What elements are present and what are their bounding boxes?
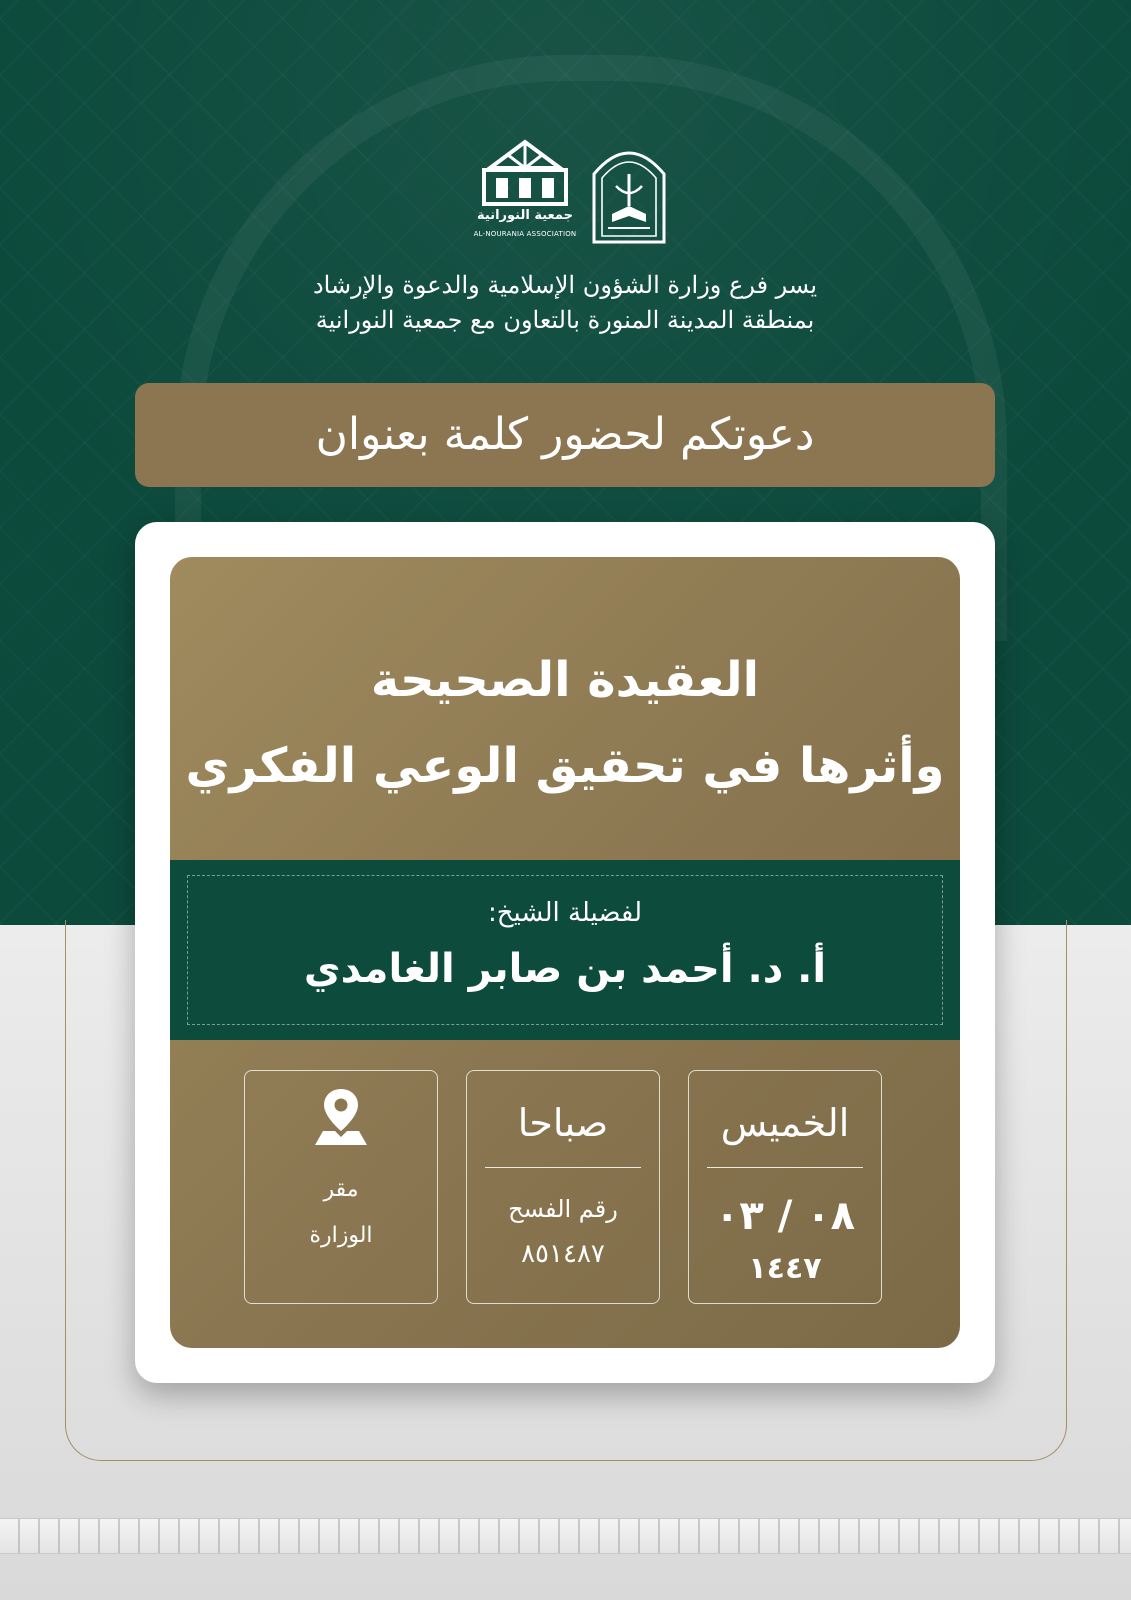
speaker-name: أ. د. أحمد بن صابر الغامدي [303,946,827,992]
day-box [688,1070,882,1304]
time-box [466,1070,660,1304]
lecture-title [170,637,960,809]
invitation-banner: دعوتكم لحضور كلمة بعنوان [135,383,995,487]
location-pin-icon [311,1085,371,1147]
intro-line-2: بمنطقة المدينة المنورة بالتعاون مع جمعية النورانية [315,306,815,334]
lecture-card [135,522,995,1383]
nourania-logo [470,138,580,246]
day-name: الخميس [720,1101,850,1145]
intro-line-1: يسر فرع وزارة الشؤون الإسلامية والدعوة والإرشاد [312,271,817,299]
logos [470,138,670,246]
intro-text [200,268,930,338]
hijri-year: ١٤٤٧ [748,1251,822,1286]
mosque-logo-icon [470,138,580,208]
mosque-number: ٨٥١٤٨٧ [521,1239,605,1269]
time-divider [485,1167,641,1168]
lecture-panel [170,557,960,1348]
place-line-2: الوزارة [309,1223,373,1248]
speaker-label: لفضيلة الشيخ: [487,898,642,928]
place-line-1: مقر [323,1177,359,1202]
time-period: صباحا [517,1101,609,1145]
hijri-date: ٠٨ / ٠٣ [714,1193,856,1239]
speaker-section [170,860,960,1040]
ministry-logo [588,140,670,244]
ministry-emblem-icon [588,140,670,244]
speaker-box [187,875,943,1025]
ornamental-band [0,1518,1131,1554]
day-divider [707,1167,863,1168]
place-box [244,1070,438,1304]
lecture-title-line-2: وأثرها في تحقيق الوعي الفكري [185,738,945,794]
lecture-title-line-1: العقيدة الصحيحة [370,652,760,708]
nourania-name: جمعية النورانية [477,208,573,223]
mosque-label: رقم الفسح [508,1195,618,1223]
nourania-english-name: AL-NOURANIA ASSOCIATION [473,230,577,238]
